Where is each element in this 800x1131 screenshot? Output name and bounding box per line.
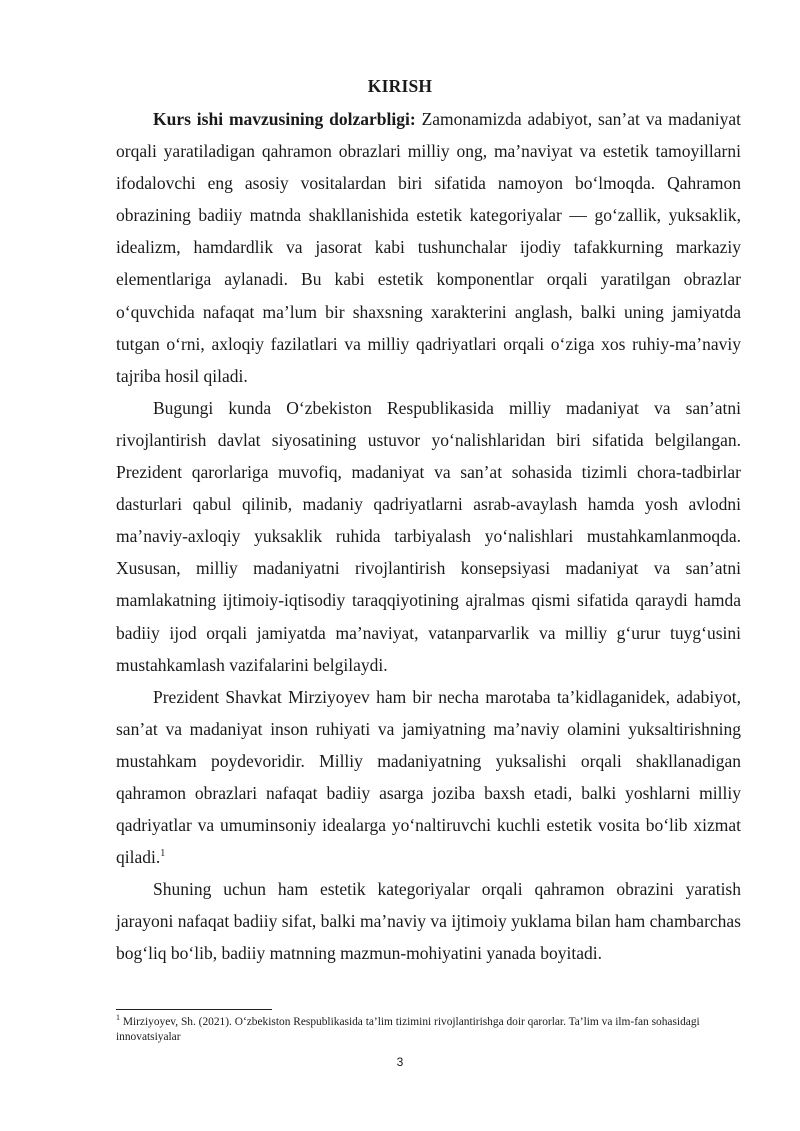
paragraph-3-text: Prezident Shavkat Mirziyoyev ham bir necha marotaba ta’kidlaganidek, adabiyot, san’at va madaniyat inson ruhiyati va jamiyatning ma’naviy olamini yuksaltirishning mustahkam poydevoridir. Milliy madaniyatning yuksalishi orqali shakllanadigan qahramon obrazlari nafaqat badiiy asarga joziba baxsh etadi, balki yoshlarni milliy qadriyatlar va umuminsoniy idealarga yo‘naltiruvchi kuchli estetik vosita bo‘lib xizmat qiladi. [116, 686, 741, 868]
paragraph-lead-label: Kurs ishi mavzusining dolzarbligi: [153, 109, 416, 129]
paragraph-3 [116, 681, 741, 874]
footnote-marker: 1 [116, 1013, 120, 1023]
footnote [116, 1015, 741, 1045]
paragraph-1-text: Zamonamizda adabiyot, san’at va madaniyat orqali yaratiladigan qahramon obrazlari milliy ong, ma’naviyat va estetik tamoyillarni ifodalovchi eng asosiy vositalardan biri sifatida namoyon bo‘lmoqda. Qahramon obrazining badiiy matnda shakllanishida estetik kategoriyalar — go‘zallik, yuksaklik, idealizm, hamdardlik va jasorat kabi tushunchalar ijodiy tafakkurning markaziy elementlariga aylanadi. Bu kabi estetik komponentlar orqali yaratilgan obrazlar o‘quvchida nafaqat ma’lum bir shaxsning xarakterini anglash, balki uning jamiyatda tutgan o‘rni, axloqiy fazilatlari va milliy qadriyatlari orqali o‘ziga xos ruhiy-ma’naviy tajriba hosil qiladi. [116, 109, 742, 386]
page-number: 3 [396, 1055, 404, 1069]
section-heading: KIRISH [367, 76, 433, 96]
paragraph-2: Bugungi kunda O‘zbekiston Respublikasida milliy madaniyat va san’atni rivojlantirish davlat siyosatining ustuvor yo‘nalishlaridan biri sifatida belgilangan. Prezident qarorlariga muvofiq, madaniyat va san’at sohasida tizimli chora-tadbirlar dasturlari qabul qilinib, madaniy qadriyatlarni asrab-avaylash hamda yosh avlodni ma’naviy-axloqiy yuksaklik ruhida tarbiyalash yo‘nalishlari mustahkamlanmoqda. Xususan, milliy madaniyatni rivojlantirish konsepsiyasi madaniyat va san’atni mamlakatning ijtimoiy-iqtisodiy taraqqiyotining ajralmas qismi sifatida qaraydi hamda badiiy ijod orqali jamiyatda ma’naviyat, vatanparvarlik va milliy g‘urur tuyg‘usini mustahkamlash vazifalarini belgilaydi. [116, 397, 741, 675]
paragraph-4: Shuning uchun ham estetik kategoriyalar orqali qahramon obrazini yaratish jarayoni nafaqat badiiy sifat, balki ma’naviy va ijtimoiy yuklama bilan ham chambarchas bog‘liq bo‘lib, badiiy matnning mazmun-mohiyatini yanada boyitadi. [116, 879, 741, 964]
footnote-separator [116, 1009, 272, 1010]
footnote-reference[interactable]: 1 [160, 848, 166, 860]
paragraph-1 [116, 103, 741, 392]
footnote-text: Mirziyoyev, Sh. (2021). O‘zbekiston Respublikasida ta’lim tizimini rivojlantirishga doir qarorlar. Ta’lim va ilm-fan sohasidagi innovatsiyalar [116, 1016, 700, 1043]
body-text [116, 103, 741, 970]
